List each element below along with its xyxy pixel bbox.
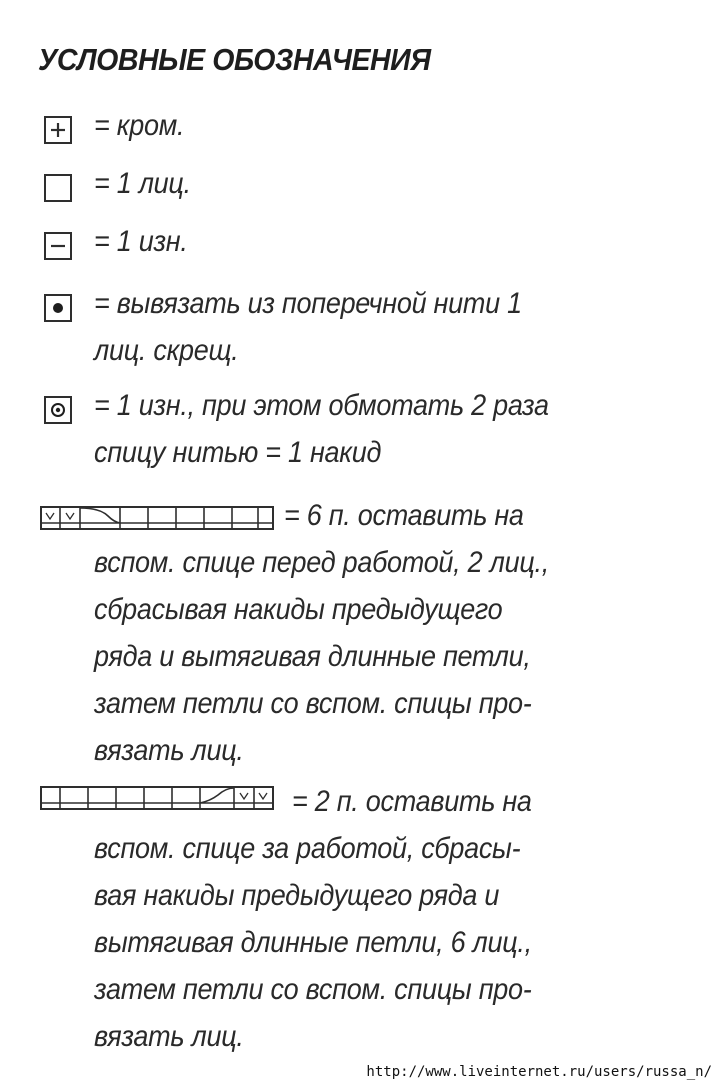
legend-text: = вывязать из поперечной нити 1 [94,287,522,320]
legend-text: = 2 п. оставить на [292,785,532,818]
cable-left-icon [40,786,274,810]
plus-box-icon [44,116,72,144]
filled-dot-box-icon [44,294,72,322]
legend-text: вытягивая длинные петли, 6 лиц., [94,926,532,959]
legend-text: = 6 п. оставить на [284,499,524,532]
legend-title: УСЛОВНЫЕ ОБОЗНАЧЕНИЯ [38,42,431,77]
minus-box-icon [44,232,72,260]
legend-text: = 1 изн. [94,225,188,258]
legend-text: = 1 лиц. [94,167,191,200]
legend-text: затем петли со вспом. спицы про- [94,973,532,1006]
legend-text: = кром. [94,109,185,142]
legend-text: вая накиды предыдущего ряда и [94,879,500,912]
legend-text: лиц. скрещ. [94,334,239,367]
legend-text: спицу нитью = 1 накид [94,436,382,469]
legend-text: ряда и вытягивая длинные петли, [94,640,531,673]
cable-right-icon [40,506,274,530]
legend-text: вспом. спице за работой, сбрасы- [94,832,521,865]
empty-box-icon [44,174,72,202]
legend-text: вязать лиц. [94,734,244,767]
legend-text: = 1 изн., при этом обмотать 2 раза [94,389,549,422]
legend-text: сбрасывая накиды предыдущего [94,593,503,626]
legend-text: вязать лиц. [94,1020,244,1053]
legend-text: затем петли со вспом. спицы про- [94,687,532,720]
legend-text: вспом. спице перед работой, 2 лиц., [94,546,549,579]
source-url: http://www.liveinternet.ru/users/russa_n/ [366,1064,712,1080]
ring-dot-box-icon [44,396,72,424]
